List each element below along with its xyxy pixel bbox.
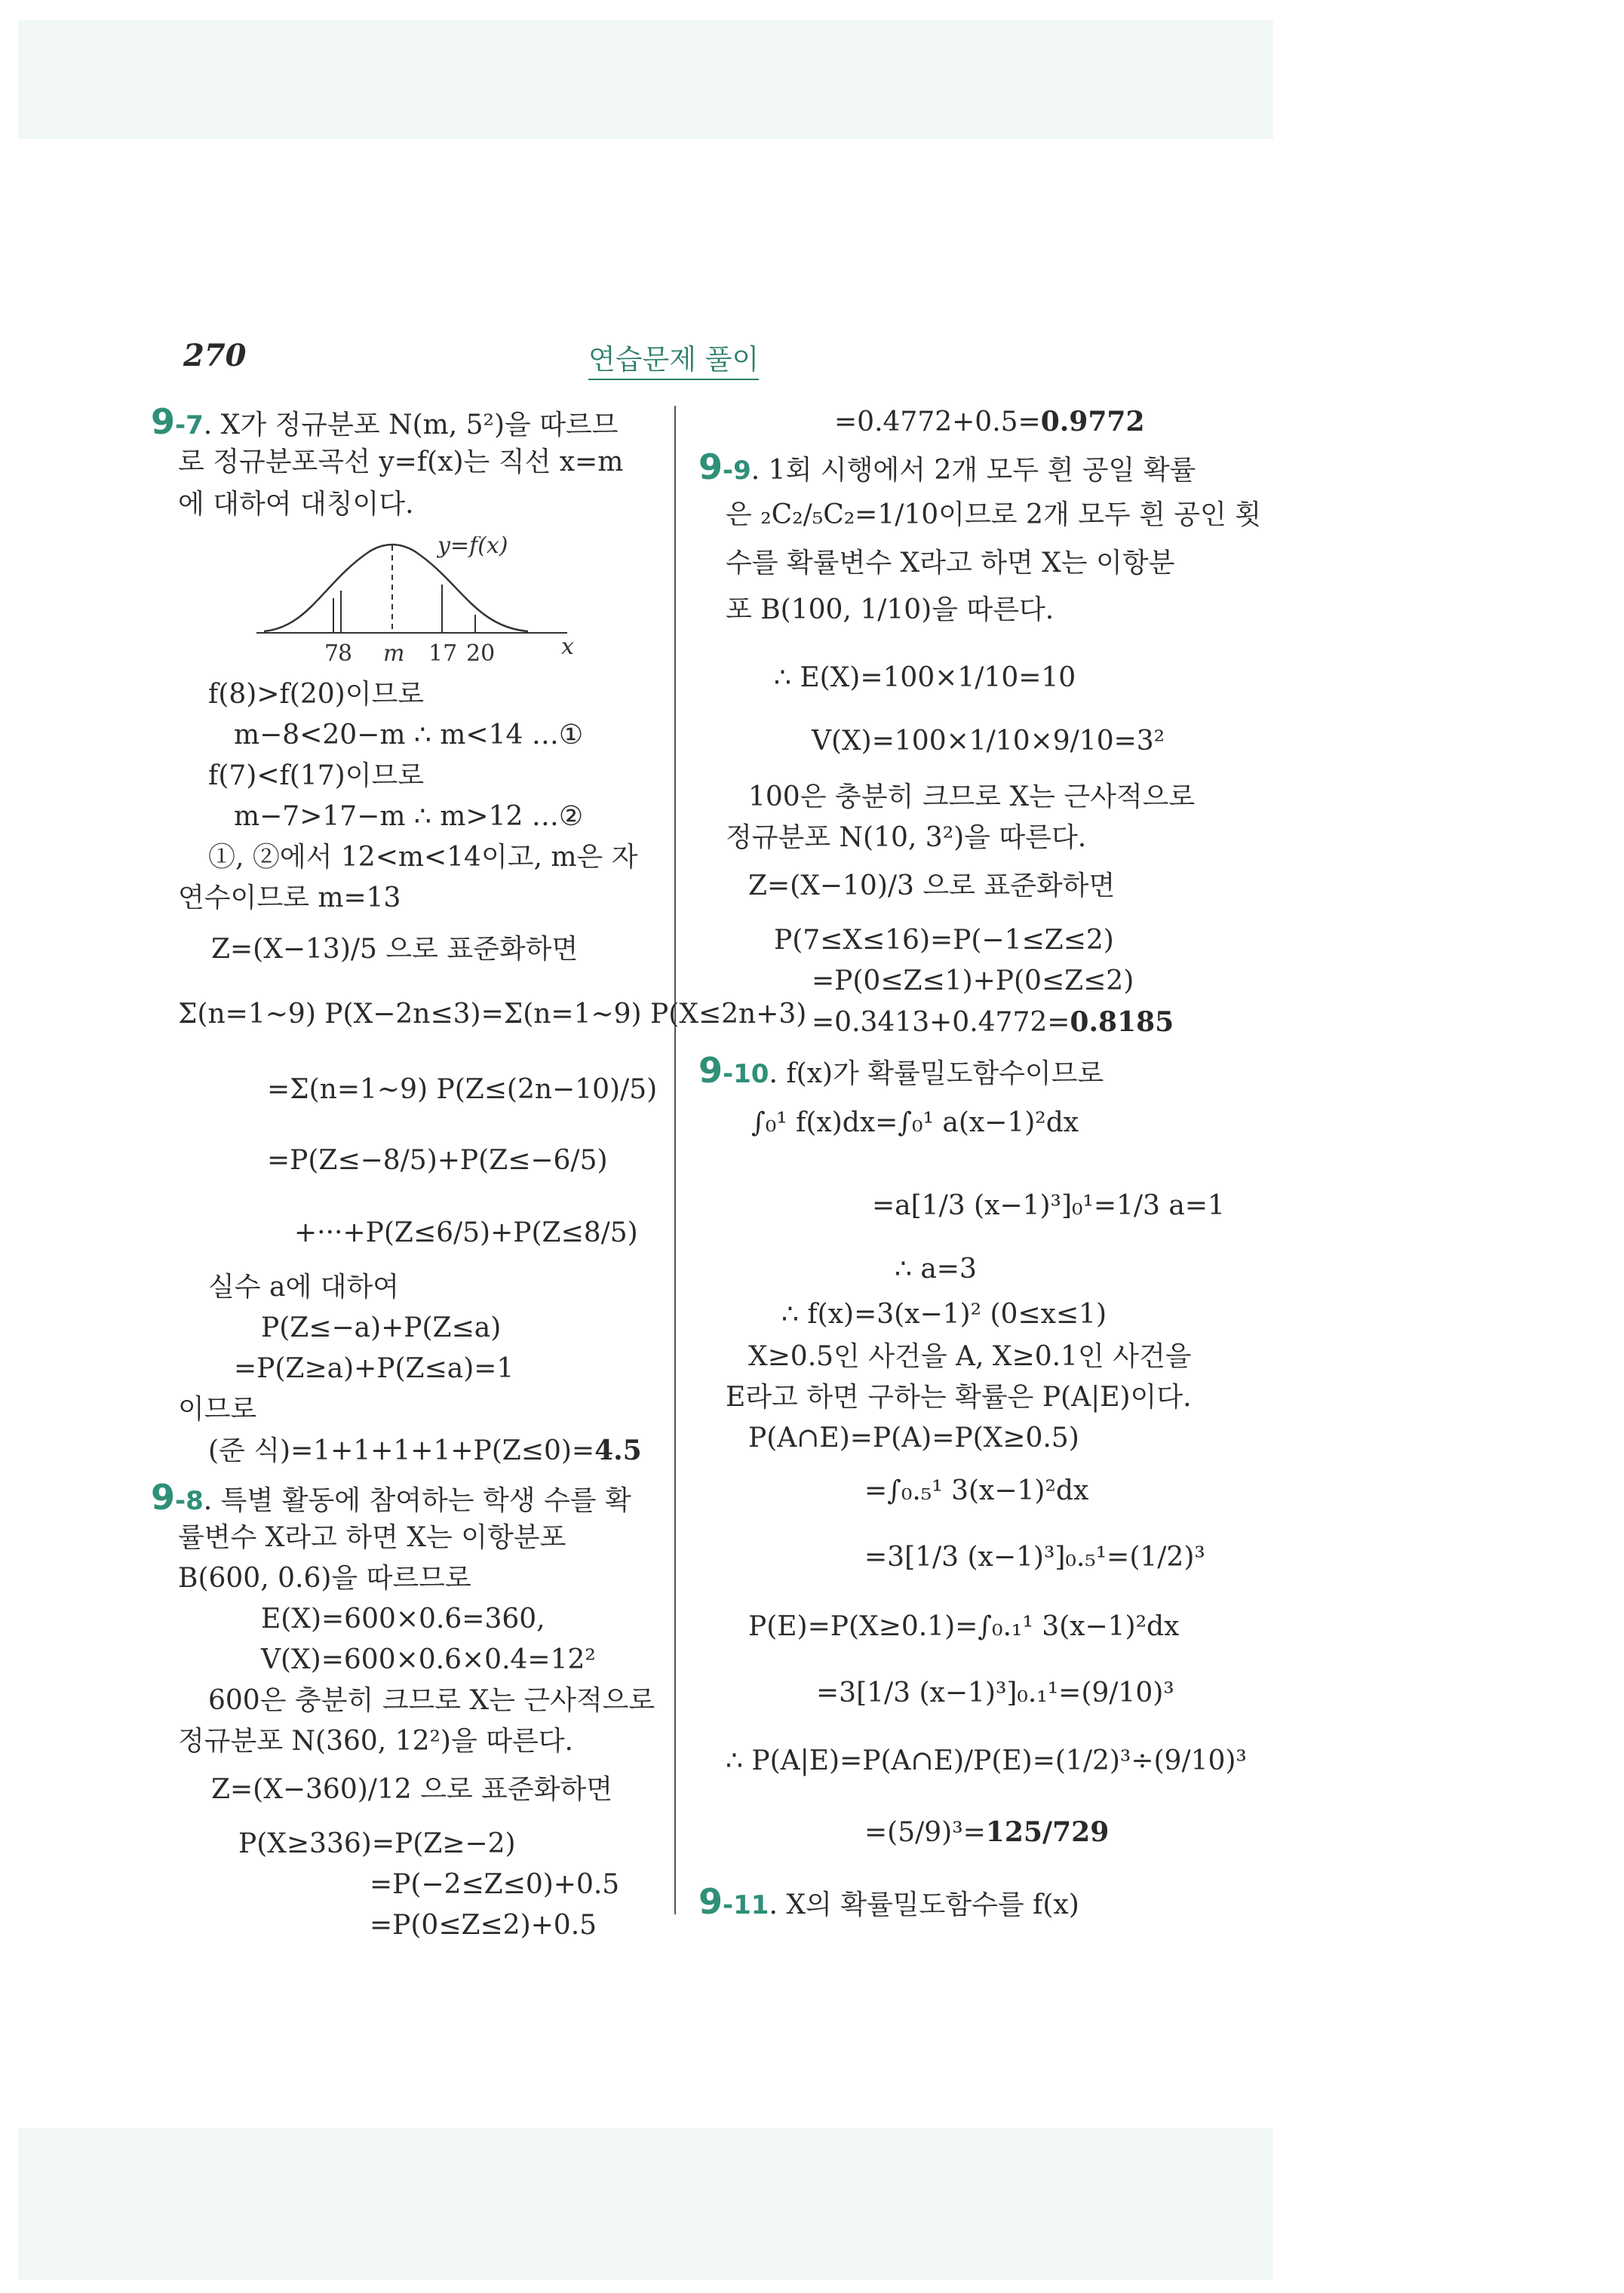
answer-value: 0.9772 [1040,406,1145,437]
math-line: E(X)=600×0.6=360, [261,1604,545,1635]
math-line: P(A∩E)=P(A)=P(X≥0.5) [748,1423,1079,1453]
answer-line: (준 식)=1+1+1+1+P(Z≤0)=4.5 [208,1435,642,1466]
math-line: Σ(n=1~9) P(X−2n≤3)=Σ(n=1~9) P(X≤2n+3) [178,999,807,1030]
math-line: P(7≤X≤16)=P(−1≤Z≤2) [774,925,1114,956]
text-line: f(7)<f(17)이므로 [208,760,425,791]
tick-label: 7 [324,640,339,667]
text-line: 수를 확률변수 X라고 하면 X는 이항분 [726,548,1175,579]
text-line: 실수 a에 대하여 [208,1272,400,1303]
text-line: E라고 하면 구하는 확률은 P(A|E)이다. [726,1382,1192,1413]
text-line: m−8<20−m ∴ m<14 …① [234,720,584,751]
math-line: =P(0≤Z≤2)+0.5 [370,1910,597,1941]
math-line: V(X)=600×0.6×0.4=12² [261,1644,596,1675]
text-line: 은 ₂C₂/₅C₂=1/10이므로 2개 모두 흰 공인 횟 [726,499,1262,530]
math-line: =P(Z≥a)+P(Z≤a)=1 [234,1353,514,1384]
problem-9-11-heading: 9-11. X의 확률밀도함수를 f(x) [698,1881,1079,1922]
math-line: ∴ P(A|E)=P(A∩E)/P(E)=(1/2)³÷(9/10)³ [726,1745,1247,1776]
problem-number: 9-11 [698,1881,769,1922]
math-line: P(E)=P(X≥0.1)=∫₀.₁¹ 3(x−1)²dx [748,1611,1180,1642]
column-divider [674,406,676,1914]
text-line: 정규분포 N(10, 3²)을 따른다. [726,822,1087,853]
answer-line: =(5/9)³=125/729 [864,1816,1110,1848]
text-line: 에 대하여 대칭이다. [178,489,414,520]
problem-9-8-heading: 9-8. 특별 활동에 참여하는 학생 수를 확 [151,1477,631,1518]
math-line: P(Z≤−a)+P(Z≤a) [261,1312,502,1343]
problem-number: 9-9 [698,447,751,487]
top-color-band [18,20,1273,139]
bottom-color-band [18,2129,1273,2279]
math-line: =∫₀.₅¹ 3(x−1)²dx [864,1475,1089,1506]
tick-label: 8 [338,640,353,667]
math-line: =P(−2≤Z≤0)+0.5 [370,1869,620,1900]
tick-label: m [383,640,405,667]
math-line: P(X≥336)=P(Z≥−2) [238,1828,516,1859]
math-line: =3[1/3 (x−1)³]₀.₅¹=(1/2)³ [864,1542,1205,1573]
math-line: ∴ f(x)=3(x−1)² (0≤x≤1) [781,1299,1107,1330]
math-line: Z=(X−10)/3 으로 표준화하면 [748,870,1116,901]
text-line: 600은 충분히 크므로 X는 근사적으로 [208,1685,655,1716]
math-line: ∴ a=3 [895,1254,977,1285]
math-line: =a[1/3 (x−1)³]₀¹=1/3 a=1 [872,1190,1225,1221]
math-line: =Σ(n=1~9) P(Z≤(2n−10)/5) [267,1074,658,1105]
text-line: 100은 충분히 크므로 X는 근사적으로 [748,781,1196,812]
answer-line: =0.4772+0.5=0.9772 [834,406,1145,437]
text-line: 로 정규분포곡선 y=f(x)는 직선 x=m [178,447,624,477]
problem-number: 9-10 [698,1050,769,1091]
answer-value: 0.8185 [1070,1006,1174,1038]
tick-label: 17 [428,640,458,667]
text-line: 이므로 [178,1394,257,1425]
problem-number: 9-8 [151,1477,204,1518]
problem-9-9-heading: 9-9. 1회 시행에서 2개 모두 흰 공일 확률 [698,447,1196,487]
problem-9-7-heading: 9-7. X가 정규분포 N(m, 5²)을 따르므 [151,401,619,442]
page-header-title: 연습문제 풀이 [588,336,759,380]
math-line: =P(Z≤−8/5)+P(Z≤−6/5) [267,1145,608,1176]
math-line: Z=(X−13)/5 으로 표준화하면 [211,934,579,965]
text-line: B(600, 0.6)을 따르므로 [178,1563,471,1594]
math-line: ∫₀¹ f(x)dx=∫₀¹ a(x−1)²dx [751,1107,1079,1138]
math-line: V(X)=100×1/10×9/10=3² [812,726,1165,757]
curve-label: y=f(x) [437,536,508,559]
math-line: +···+P(Z≤6/5)+P(Z≤8/5) [294,1217,638,1248]
math-line: Z=(X−360)/12 으로 표준화하면 [211,1774,613,1805]
answer-value: 125/729 [985,1816,1110,1848]
page-number: 270 [183,338,247,373]
text-line: X≥0.5인 사건을 A, X≥0.1인 사건을 [748,1341,1192,1372]
tick-label: 20 [466,640,496,667]
math-line: =P(0≤Z≤1)+P(0≤Z≤2) [812,965,1134,996]
math-line: ∴ E(X)=100×1/10=10 [774,662,1076,693]
math-line: =3[1/3 (x−1)³]₀.₁¹=(9/10)³ [816,1678,1174,1708]
text-line: 률변수 X라고 하면 X는 이항분포 [178,1522,566,1553]
problem-number: 9-7 [151,401,204,442]
normal-curve-figure [256,536,581,672]
answer-value: 4.5 [594,1435,642,1466]
text-line: 포 B(100, 1/10)을 따른다. [726,594,1055,625]
text-line: m−7>17−m ∴ m>12 …② [234,801,584,832]
axis-label: x [561,634,574,660]
text-line: 연수이므로 m=13 [178,883,401,913]
text-line: 정규분포 N(360, 12²)을 따른다. [178,1726,573,1757]
text-line: f(8)>f(20)이므로 [208,679,425,710]
answer-line: =0.3413+0.4772=0.8185 [812,1006,1174,1038]
problem-9-10-heading: 9-10. f(x)가 확률밀도함수이므로 [698,1050,1104,1091]
text-line: ①, ②에서 12<m<14이고, m은 자 [208,842,638,873]
